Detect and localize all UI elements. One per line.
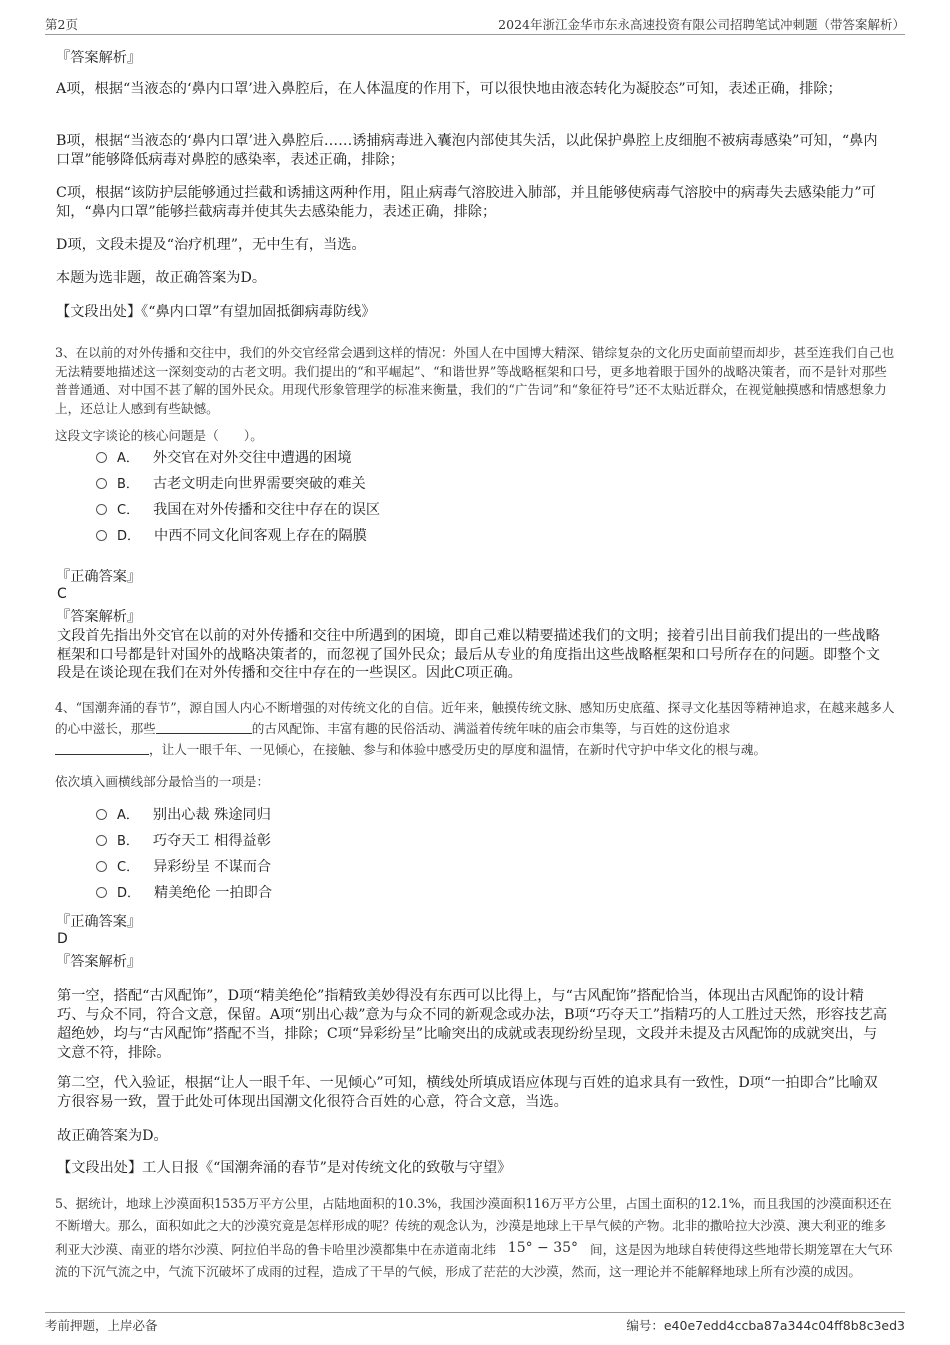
document-title: 2024年浙江金华市东永高速投资有限公司招聘笔试冲刺题（带答案解析） <box>498 17 905 32</box>
q2-source: 【文段出处】《“鼻内口罩”有望加固抵御病毒防线》 <box>56 304 376 320</box>
q4-question: 依次填入画横线部分最恰当的一项是： <box>55 774 270 789</box>
q2-analysis-c: C项，根据“该防护层能够通过拦截和诱捕这两种作用，阻止病毒气溶胶进入肺部，并且能够使病毒气溶胶中的病毒失去感染能力”可知，“鼻内口罩”能够拦截病毒并使其失去感染能力，表述正确，排除； <box>56 185 876 220</box>
q4-option-d[interactable]: D． 精美绝伦 一拍即合 <box>96 883 272 904</box>
q4-source: 【文段出处】工人日报《“国潮奔涌的春节”是对传统文化的致敬与守望》 <box>57 1160 512 1176</box>
q3-option-b[interactable]: B． 古老文明走向世界需要突破的难关 <box>96 474 366 495</box>
footer-slogan: 考前押题，上岸必备 <box>45 1318 158 1333</box>
q3-option-a[interactable]: A． 外交官在对外交往中遭遇的困境 <box>96 448 352 469</box>
q3-option-c[interactable]: C． 我国在对外传播和交往中存在的误区 <box>96 500 380 521</box>
q2-analysis-d: D项，文段未提及“治疗机理”，无中生有，当选。 <box>56 237 366 253</box>
q4-analysis-2: 第二空，代入验证，根据“让人一眼千年、一见倾心”可知，横线处所填成语应体现与百姓的追求具有一致性，D项“一拍即合”比喻双方很容易一致，置于此处可体现出国潮文化很符合百姓的心意，符合文意，当选。 <box>57 1075 878 1110</box>
q3-analysis: 文段首先指出外交官在以前的对外传播和交往中所遇到的困境，即自己难以精要描述我们的文明；接着引出目前我们提出的一些战略框架和口号都是针对国外的战略决策者的，而忽视了国外民众；最后从专业的角度指出这些战略框架和口号所存在的问题。即整个文段是在谈论现在我们在对外传播和交往中存在的一些误区。因此C项正确。 <box>57 628 880 681</box>
q2-analysis-a: A项，根据“当液态的‘鼻内口罩’进入鼻腔后，在人体温度的作用下，可以很快地由液态转化为凝胶态”可知，表述正确，排除； <box>56 81 842 97</box>
q4-answer: D <box>57 931 68 947</box>
q4-analysis-1: 第一空，搭配“古风配饰”，D项“精美绝伦”指精致美妙得没有东西可以比得上，与“古风配饰”搭配恰当，体现出古风配饰的设计精巧、与众不同，符合文意，保留。A项“别出心裁”意为与众不同的新观念或办法，B项“巧夺天工”指精巧的人工胜过天然，形容技艺高超绝妙，均与“古风配饰”搭配不当，排除；C项“异彩纷呈”比喻突出的成就或表现纷纷呈现，文段并未提及古风配饰的成就突出，与文意不符，排除。 <box>57 988 888 1061</box>
q3-answer-label: 『正确答案』 <box>56 569 142 585</box>
blank-2 <box>55 742 149 755</box>
q2-analysis-b: B项，根据“当液态的‘鼻内口罩’进入鼻腔后……诱捕病毒进入囊泡内部使其失活，以此保护鼻腔上皮细胞不被病毒感染”可知，“鼻内口罩”能够降低病毒对鼻腔的感染率，表述正确，排除； <box>56 133 878 168</box>
q3-answer: C <box>57 586 67 602</box>
q2-analysis-label: 『答案解析』 <box>56 50 142 66</box>
q4-conclusion: 故正确答案为D。 <box>57 1128 168 1144</box>
q4-answer-label: 『正确答案』 <box>56 914 142 930</box>
q3-analysis-label: 『答案解析』 <box>56 609 142 625</box>
q3-option-d[interactable]: D． 中西不同文化间客观上存在的隔膜 <box>96 526 367 547</box>
page-footer <box>45 1312 905 1333</box>
q4-option-a[interactable]: A． 别出心裁 殊途同归 <box>96 805 271 826</box>
q2-conclusion: 本题为选非题，故正确答案为D。 <box>56 270 267 286</box>
q4-stem: 4、“国潮奔涌的春节”，源自国人内心不断增强的对传统文化的自信。近年来，触摸传统文脉、感知历史底蕴、探寻文化基因等精神追求，在越来越多人的心中滋长，那些 的古风配饰、丰富有趣的民俗活动、满溢着传统年味的庙会市集等，与百姓的这份追求 ，让人一眼千年、一见倾心，在接触、参与和体验中感受历史的厚度和温情，在新时代守护中华文化的根与魂。 <box>55 700 895 757</box>
q3-question: 这段文字谈论的核心问题是（ ）。 <box>55 428 263 443</box>
radio-icon[interactable] <box>96 478 107 489</box>
document-code: 编号：e40e7edd4ccba87a344c04ff8b8c3ed3 <box>626 1318 905 1333</box>
page-number: 第2页 <box>45 17 78 32</box>
radio-icon[interactable] <box>96 452 107 463</box>
radio-icon[interactable] <box>96 504 107 515</box>
page-header <box>45 14 905 35</box>
q3-stem: 3、在以前的对外传播和交往中，我们的外交官经常会遇到这样的情况：外国人在中国博大精深、错综复杂的文化历史面前望而却步，甚至连我们自己也无法精要地描述这一深刻变动的古老文明。我们提出的“和平崛起”、“和谐世界”等战略框架和口号，更多地着眼于国外的战略决策者，而不是针对那些普普通通、对中国不甚了解的国外民众。用现代形象管理学的标准来衡量，我们的“广告词”和“象征符号”还不太贴近群众，在视觉触摸感和情感想象力上，还总让人感到有些缺憾。 <box>55 345 895 416</box>
q5-stem: 5、据统计，地球上沙漠面积1535万平方公里，占陆地面积的10.3%，我国沙漠面积116万平方公里，占国土面积的12.1%，而且我国的沙漠面积还在不断增大。那么，面积如此之大的沙漠究竟是怎样形成的呢？传统的观念认为，沙漠是地球上干旱气候的产物。北非的撒哈拉大沙漠、澳大利亚的维多利亚大沙漠、南亚的塔尔沙漠、阿拉伯半岛的鲁卡哈里沙漠都集中在赤道南北纬 15° − 35° 间，这是因为地球自转使得这些地带长期笼罩在大气环流的下沉气流之中，气流下沉破坏了成雨的过程，造成了干旱的气候，形成了茫茫的大沙漠，然而，这一理论并不能解释地球上所有沙漠的成因。 <box>55 1196 893 1279</box>
q4-analysis-label: 『答案解析』 <box>56 954 142 970</box>
q4-option-c[interactable]: C． 异彩纷呈 不谋而合 <box>96 857 271 878</box>
radio-icon[interactable] <box>96 835 107 846</box>
radio-icon[interactable] <box>96 861 107 872</box>
radio-icon[interactable] <box>96 887 107 898</box>
radio-icon[interactable] <box>96 809 107 820</box>
q4-option-b[interactable]: B． 巧夺天工 相得益彰 <box>96 831 271 852</box>
latitude-range: 15° − 35° <box>507 1240 579 1256</box>
blank-1 <box>156 721 252 734</box>
radio-icon[interactable] <box>96 530 107 541</box>
